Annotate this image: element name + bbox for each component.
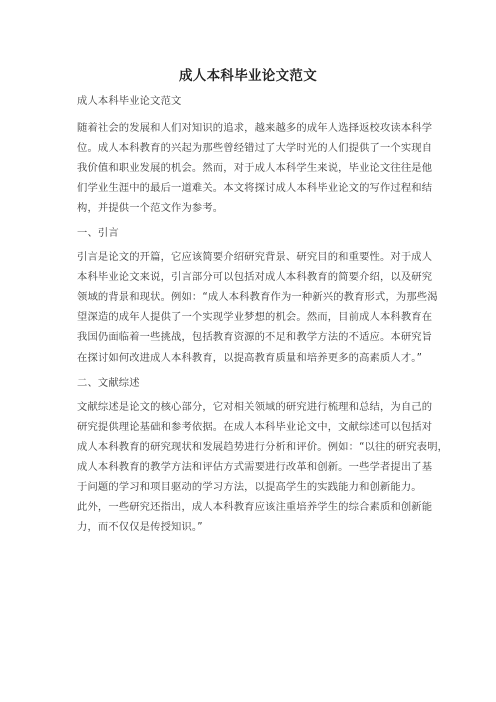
- paragraph-line: 研究提供理论基础和参考依据。在成人本科毕业论文中，文献综述可以包括对: [77, 421, 433, 433]
- document-title: 成人本科毕业论文范文: [179, 68, 317, 84]
- paragraph-line: 文献综述是论文的核心部分，它对相关领域的研究进行梳理和总结，为自己的: [77, 401, 433, 413]
- paragraph-line: 在探讨如何改进成人本科教育，以提高教育质量和培养更多的高素质人才。”: [77, 352, 423, 364]
- paragraph-line: 成人本科教育的研究现状和发展趋势进行分析和评价。例如：“以往的研究表明，: [77, 441, 449, 453]
- section-heading: 一、引言: [77, 227, 119, 239]
- paragraph-line: 构，并提供一个范文作为参考。: [77, 202, 224, 214]
- section-heading: 二、文献综述: [77, 377, 140, 389]
- paragraph-line: 位。成人本科教育的兴起为那些曾经错过了大学时光的人们提供了一个实现自: [77, 142, 433, 154]
- paragraph-line: 成人本科教育的教学方法和评估方式需要进行改革和创新。一些学者提出了基: [77, 461, 433, 473]
- paragraph-line: 此外，一些研究还指出，成人本科教育应该注重培养学生的综合素质和创新能: [77, 501, 433, 513]
- paragraph-line: 引言是论文的开篇，它应该简要介绍研究背景、研究目的和重要性。对于成人: [77, 251, 433, 263]
- subtitle-line: 成人本科毕业论文范文: [77, 95, 182, 107]
- paragraph-line: 望深造的成年人提供了一个实现学业梦想的机会。然而，目前成人本科教育在: [77, 311, 433, 323]
- paragraph-line: 们学业生涯中的最后一道难关。本文将探讨成人本科毕业论文的写作过程和结: [77, 182, 433, 194]
- paragraph-line: 于问题的学习和项目驱动的学习方法，以提高学生的实践能力和创新能力。: [77, 481, 422, 493]
- paragraph-line: 本科毕业论文来说，引言部分可以包括对成人本科教育的简要介绍，以及研究: [77, 271, 433, 283]
- paragraph-line: 力，而不仅仅是传授知识。”: [77, 521, 203, 533]
- paragraph-line: 我国仍面临着一些挑战，包括教育资源的不足和教学方法的不适应。本研究旨: [77, 331, 433, 343]
- paragraph-line: 领域的背景和现状。例如：“成人本科教育作为一种新兴的教育形式，为那些渴: [77, 291, 438, 303]
- paragraph-line: 我价值和职业发展的机会。然而，对于成人本科学生来说，毕业论文往往是他: [77, 162, 433, 174]
- paragraph-line: 随着社会的发展和人们对知识的追求，越来越多的成年人选择返校攻读本科学: [77, 122, 433, 134]
